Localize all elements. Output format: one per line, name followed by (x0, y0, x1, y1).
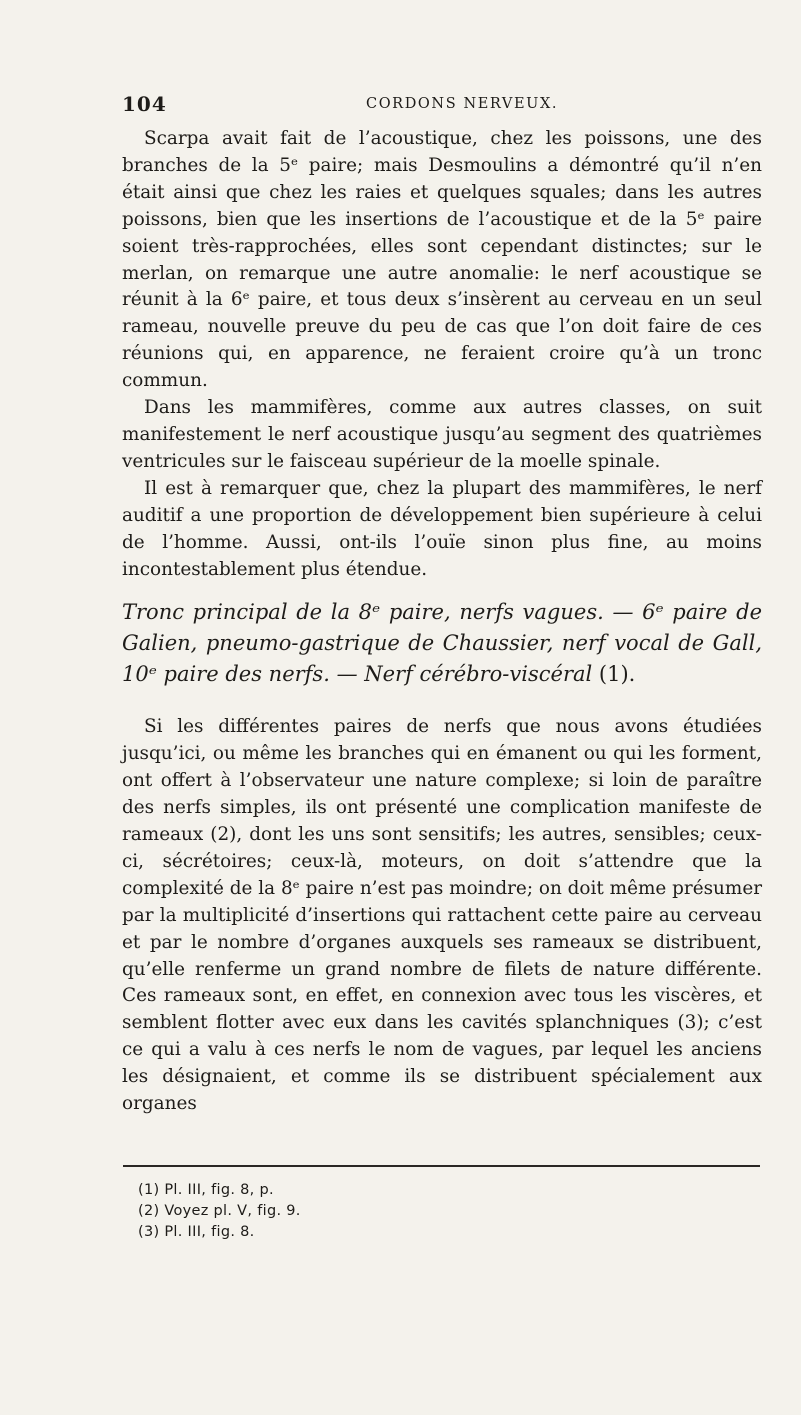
paragraph-3: Il est à remarquer que, chez la plupart des mammifères, le nerf auditif a une proportion de développement bien supérieure à celui de l’homme. Aussi, ont-ils l’ouïe sinon plus fine, au moins incontestablement plus étendue. (122, 477, 762, 580)
page-header (122, 92, 762, 118)
footnote-3: (3) Pl. III, fig. 8. (138, 1224, 255, 1240)
section-heading-title: Tronc principal de la 8ᵉ paire, nerfs vagues. — 6ᵉ paire de Galien, pneumo-gastrique de Chaussier, nerf vocal de Gall, 10ᵉ paire des nerfs. — Nerf cérébro-viscéral (122, 600, 762, 687)
footnotes (138, 1180, 438, 1243)
paragraph-1: Scarpa avait fait de l’acoustique, chez les poissons, une des branches de la 5ᵉ paire; mais Desmoulins a démontré qu’il n’en était ainsi que chez les raies et quelques squales; dans les autres poissons, bien que les insertions de l’acoustique et de la 5ᵉ paire soient très-rapprochées, elles sont cependant distinctes; sur le merlan, on remarque une autre anomalie: le nerf acoustique se réunit à la 6ᵉ paire, et tous deux s’insèrent au cerveau en un seul rameau, nouvelle preuve du peu de cas que l’on doit faire de ces réunions qui, en apparence, ne feraient croire qu’à un tronc commun. (122, 128, 762, 392)
running-title: CORDONS NERVEUX. (366, 96, 559, 112)
section-heading-footnote-ref: (1). (598, 662, 636, 687)
body-text (122, 126, 762, 1118)
footnote-2: (2) Voyez pl. V, fig. 9. (138, 1203, 301, 1219)
section-heading (122, 597, 762, 690)
footnote-rule (123, 1165, 760, 1167)
page-number: 104 (122, 92, 167, 116)
footnote-1: (1) Pl. III, fig. 8, p. (138, 1182, 274, 1198)
paragraph-2: Dans les mammifères, comme aux autres classes, on suit manifestement le nerf acoustique jusqu’au segment des quatrièmes ventricules sur le faisceau supérieur de la moelle spinale. (122, 397, 762, 472)
spacer (122, 690, 762, 714)
paragraph-4: Si les différentes paires de nerfs que nous avons étudiées jusqu’ici, ou même les branches qui en émanent ou qui les forment, ont offert à l’observateur une nature complexe; si loin de paraître des nerfs simples, ils ont présenté une complication manifeste de rameaux (2), dont les uns sont sensitifs; les autres, sensibles; ceux-ci, sécrétoires; ceux-là, moteurs, on doit s’attendre que la complexité de la 8ᵉ paire n’est pas moindre; on doit même présumer par la multiplicité d’insertions qui rattachent cette paire au cerveau et par le nombre d’organes auxquels ses rameaux se distribuent, qu’elle renferme un grand nombre de filets de nature différente. Ces rameaux sont, en effet, en connexion avec tous les viscères, et semblent flotter avec eux dans les cavités splanchniques (3); c’est ce qui a valu à ces nerfs le nom de vagues, par lequel les anciens les désignaient, et comme ils se distribuent spécialement aux organes (122, 716, 762, 1115)
